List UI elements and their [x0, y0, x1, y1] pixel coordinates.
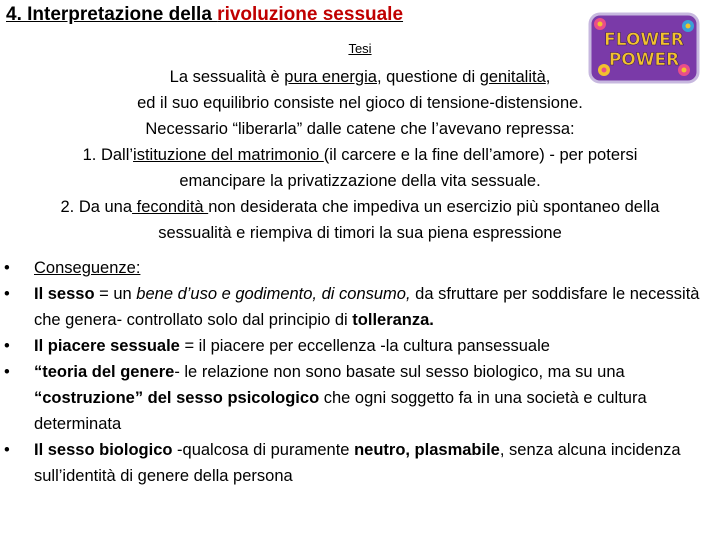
thesis-text: [0, 64, 720, 246]
bullet-icon: •: [4, 441, 10, 459]
thesis-line-1: [0, 64, 720, 90]
logo-line2: POWER: [608, 50, 680, 70]
text-span: Il sesso biologico: [34, 441, 173, 459]
text-span: 1. Dall’: [82, 146, 134, 164]
list-item: [4, 437, 714, 489]
text-span: = un: [94, 285, 137, 303]
point-1-line-2: emancipare la privatizzazione della vita sessuale.: [179, 172, 541, 190]
thesis-line-3: Necessario “liberarla” dalle catene che l’avevano repressa:: [145, 120, 575, 138]
slide-title: [6, 4, 403, 26]
text-span: , senza alcuna incidenza sull’identità di genere della persona: [34, 441, 681, 485]
text-span: Il piacere sessuale: [34, 337, 180, 355]
bullet-icon: •: [4, 285, 10, 303]
consequences-list: [4, 255, 714, 489]
logo-line1: FLOWER: [604, 30, 684, 50]
thesis-line-2: ed il suo equilibrio consiste nel gioco di tensione-distensione.: [137, 94, 583, 112]
bullet-icon: •: [4, 363, 10, 381]
text-span: La sessualità è: [169, 68, 285, 86]
text-span: “teoria del genere: [34, 363, 175, 381]
text-span: genitalità: [479, 68, 546, 86]
list-item: [4, 255, 714, 281]
text-span: neutro, plasmabile: [354, 441, 500, 459]
text-span: bene d’uso e godimento, di consumo,: [136, 285, 411, 303]
text-span: -qualcosa di puramente: [172, 441, 355, 459]
title-part2: rivoluzione sessuale: [217, 4, 404, 25]
text-span: ,: [545, 68, 551, 86]
point-2-line-2: sessualità e riempiva di timori la sua piena espressione: [158, 224, 562, 242]
bullet-icon: •: [4, 259, 10, 277]
text-span: pura energia: [284, 68, 377, 86]
list-item: [4, 333, 714, 359]
text-span: fecondità: [132, 198, 209, 216]
text-span: “costruzione” del sesso psicologico: [34, 389, 320, 407]
text-span: che ogni soggetto fa in una società e cultura determinata: [34, 389, 647, 433]
list-item: [4, 359, 714, 437]
point-1-line-1: [0, 142, 720, 168]
text-span: Conseguenze:: [34, 259, 141, 277]
text-span: istituzione del matrimonio: [133, 146, 324, 164]
text-span: Il sesso: [34, 285, 95, 303]
point-2-line-1: [0, 194, 720, 220]
list-item: [4, 281, 714, 333]
text-span: , questione di: [376, 68, 480, 86]
title-part1: 4. Interpretazione della: [6, 4, 218, 25]
text-span: (il carcere e la fine dell’amore) - per potersi: [323, 146, 638, 164]
text-span: non desiderata che impediva un esercizio più spontaneo della: [208, 198, 660, 216]
text-span: tolleranza.: [352, 311, 434, 329]
text-span: = il piacere per eccellenza -la cultura pansessuale: [179, 337, 550, 355]
subtitle: Tesi: [348, 41, 372, 56]
text-span: da sfruttare per soddisfare le necessità che genera- controllato solo dal principio di: [34, 285, 700, 329]
text-span: 2. Da una: [60, 198, 133, 216]
text-span: - le relazione non sono basate sul sesso biologico, ma su una: [174, 363, 625, 381]
bullet-icon: •: [4, 337, 10, 355]
